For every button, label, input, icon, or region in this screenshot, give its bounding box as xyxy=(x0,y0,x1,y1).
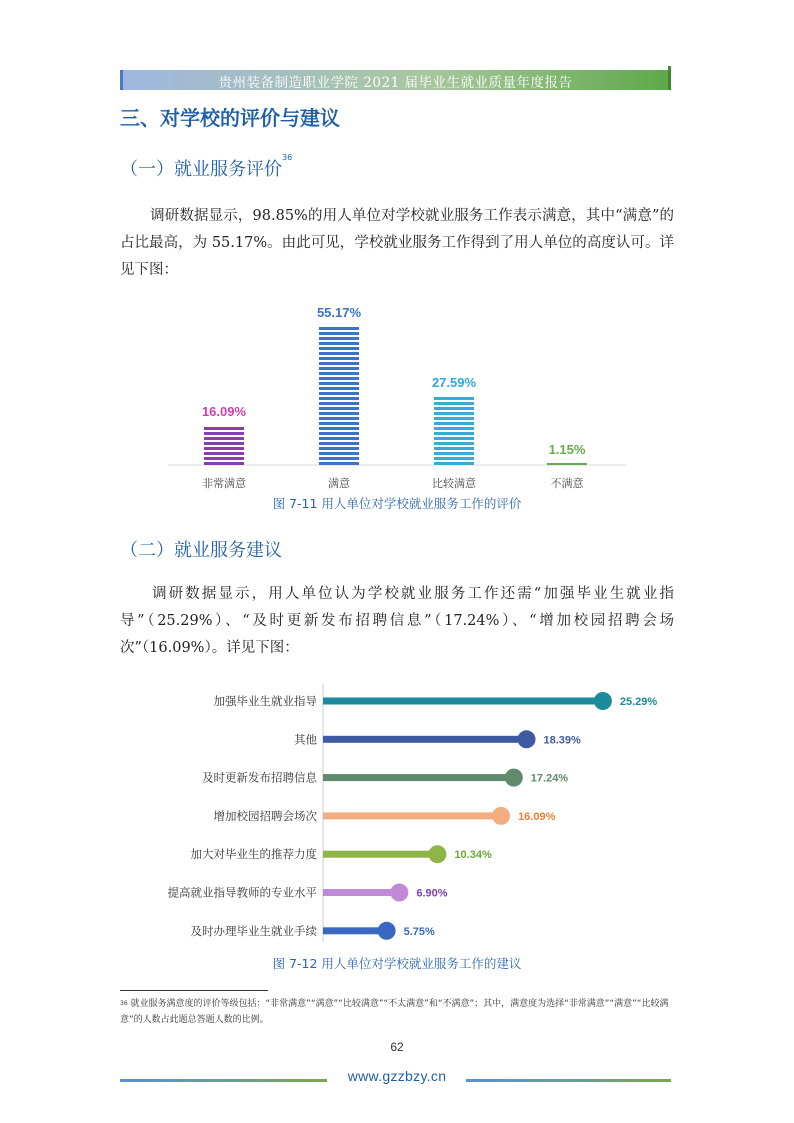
chart1-bar xyxy=(204,427,244,465)
subsection-title-2: （二）就业服务建议 xyxy=(120,540,282,561)
footer-url[interactable]: www.gzzbzy.cn xyxy=(347,1068,447,1084)
chart2-bar-end-dot xyxy=(518,730,536,748)
chart1-bar-stripe xyxy=(319,412,359,415)
chart1-bar-stripe xyxy=(204,447,244,450)
chart2-bar xyxy=(323,851,437,858)
footer-line-left xyxy=(120,1079,327,1082)
chart1-bar-stripe xyxy=(204,432,244,435)
chart2-bar xyxy=(323,927,387,934)
chart1-bar-stripe xyxy=(434,397,474,400)
chart1-bar-stripe xyxy=(319,457,359,460)
chart2-value-label: 16.09% xyxy=(518,810,556,823)
chart2-bar-end-dot xyxy=(428,845,446,863)
footnote xyxy=(120,996,680,1028)
chart1-bar-stripe xyxy=(434,427,474,430)
chart2-bar xyxy=(323,812,501,819)
chart2-value-label: 6.90% xyxy=(416,887,448,900)
chart2-bar xyxy=(323,889,399,896)
chart1-bar-stripe xyxy=(319,327,359,330)
chart1-category-label: 比较满意 xyxy=(432,478,476,490)
chart1-bar-stripe xyxy=(319,362,359,365)
chart2-bar xyxy=(323,774,514,781)
chart1-bar-stripe xyxy=(434,447,474,450)
chart1-bar-stripe xyxy=(319,417,359,420)
chart1-category-label: 非常满意 xyxy=(202,478,246,490)
chart1-bar-stripe xyxy=(204,427,244,430)
footnote-number: 36 xyxy=(120,1000,128,1007)
chart1-bar-stripe xyxy=(434,412,474,415)
chart1-bar-stripe xyxy=(319,427,359,430)
chart1-bar-stripe xyxy=(434,422,474,425)
chart2-category-label: 提高就业指导教师的专业水平 xyxy=(167,887,317,900)
chart1-bar-stripe xyxy=(319,462,359,465)
chart1-bar-stripe xyxy=(434,437,474,440)
chart2-value-label: 5.75% xyxy=(403,925,435,938)
chart2-category-label: 增加校园招聘会场次 xyxy=(213,810,317,823)
footer-line-right xyxy=(466,1079,671,1082)
paragraph-2 xyxy=(120,581,674,662)
chart2-bar xyxy=(323,698,603,705)
chart2-value-label: 17.24% xyxy=(530,772,569,785)
chart1-bar-stripe xyxy=(319,387,359,390)
chart1-bar-stripe xyxy=(319,432,359,435)
chart1-bar-stripe xyxy=(319,402,359,405)
chart2-bar-end-dot xyxy=(492,807,510,825)
chart1-bar-stripe xyxy=(319,372,359,375)
chart2-bar-end-dot xyxy=(594,692,612,710)
chart1-category-label: 不满意 xyxy=(550,478,584,490)
paragraph-2-text: 调研数据显示，用人单位认为学校就业服务工作还需“加强毕业生就业指导”（25.29%）、“及时更新发布招聘信息”（17.24%）、“增加校园招聘会场次”（16.09%）。详见下图： xyxy=(120,586,674,656)
footnote-ref[interactable]: 36 xyxy=(282,153,293,162)
paragraph-1-text: 调研数据显示，98.85%的用人单位对学校就业服务工作表示满意，其中“满意”的占比最高，为 55.17%。由此可见，学校就业服务工作得到了用人单位的高度认可。详见下图： xyxy=(120,208,674,278)
chart1-bar-stripe xyxy=(319,367,359,370)
chart1-bar-stripe xyxy=(434,407,474,410)
chart1-bar-stripe xyxy=(204,457,244,460)
chart1-bar-stripe xyxy=(204,452,244,455)
chart1-bar-stripe xyxy=(434,462,474,465)
chart1-bar-stripe xyxy=(319,407,359,410)
section-title: 三、对学校的评价与建议 xyxy=(120,106,340,130)
chart1-bar-stripe xyxy=(434,432,474,435)
report-title: 贵州装备制造职业学院 2021 届毕业生就业质量年度报告 xyxy=(218,75,573,91)
chart2-bar-end-dot xyxy=(378,922,396,940)
chart1-bar-stripe xyxy=(319,422,359,425)
figure-caption-7-11: 图 7-11 用人单位对学校就业服务工作的评价 xyxy=(272,496,522,511)
chart1-bar-stripe xyxy=(434,442,474,445)
figure-caption-7-12: 图 7-12 用人单位对学校就业服务工作的建议 xyxy=(272,956,522,971)
chart1-value-label: 55.17% xyxy=(316,305,362,321)
footnote-rule xyxy=(120,990,268,991)
chart1-bar xyxy=(434,397,474,465)
chart1-bar-stripe xyxy=(319,437,359,440)
satisfaction-bar-chart xyxy=(120,300,674,495)
chart1-bar-stripe xyxy=(204,437,244,440)
chart1-bar-stripe xyxy=(319,337,359,340)
chart1-bar-stripe xyxy=(319,342,359,345)
chart1-bar-stripe xyxy=(434,417,474,420)
header-bar xyxy=(120,70,671,90)
chart1-bar-stripe xyxy=(434,457,474,460)
chart1-value-label: 27.59% xyxy=(431,375,477,391)
chart2-category-label: 加大对毕业生的推荐力度 xyxy=(190,849,317,862)
page-number: 62 xyxy=(390,1040,404,1054)
chart1-bar-stripe xyxy=(319,377,359,380)
chart1-bar-stripe xyxy=(319,347,359,350)
chart1-bar-stripe xyxy=(319,357,359,360)
chart1-value-label: 16.09% xyxy=(201,404,247,420)
chart2-category-label: 及时更新发布招聘信息 xyxy=(202,772,317,785)
chart1-category-label: 满意 xyxy=(328,478,350,490)
chart1-bar-stripe xyxy=(547,463,587,465)
chart1-bar-stripe xyxy=(319,397,359,400)
chart2-value-label: 10.34% xyxy=(454,849,492,862)
chart2-bar-end-dot xyxy=(390,884,408,902)
chart2-category-label: 其他 xyxy=(294,734,317,747)
chart1-bar-stripe xyxy=(319,382,359,385)
chart1-bar-stripe xyxy=(204,462,244,465)
chart1-bar-stripe xyxy=(319,352,359,355)
chart2-value-label: 18.39% xyxy=(543,734,581,747)
chart1-bar-stripe xyxy=(319,332,359,335)
chart2-bar-end-dot xyxy=(505,769,523,787)
chart2-value-label: 25.29% xyxy=(619,696,658,708)
footnote-text: 就业服务满意度的评价等级包括：“非常满意”“满意”“比较满意”“不太满意”和“不满意”；其中，满意度为选择“非常满意”“满意”“比较满意”的人数占此题总答题人数的比例。 xyxy=(120,999,669,1025)
suggestion-bar-chart xyxy=(120,680,674,950)
paragraph-1 xyxy=(120,203,674,284)
chart2-category-label: 及时办理毕业生就业手续 xyxy=(190,925,317,938)
chart1-bar-stripe xyxy=(319,447,359,450)
chart1-bar-stripe xyxy=(319,392,359,395)
subsection-title-1-text: （一）就业服务评价 xyxy=(120,159,282,180)
chart1-bar-stripe xyxy=(319,452,359,455)
chart1-value-label: 1.15% xyxy=(548,442,586,458)
chart2-bar xyxy=(323,736,527,743)
chart1-bar-stripe xyxy=(319,442,359,445)
chart1-bar xyxy=(547,463,587,465)
chart1-bar-stripe xyxy=(204,442,244,445)
subsection-title-1 xyxy=(120,155,292,181)
chart1-bar-stripe xyxy=(434,402,474,405)
chart1-bar xyxy=(319,327,359,465)
chart1-bar-stripe xyxy=(434,452,474,455)
chart2-category-label: 加强毕业生就业指导 xyxy=(213,696,317,708)
